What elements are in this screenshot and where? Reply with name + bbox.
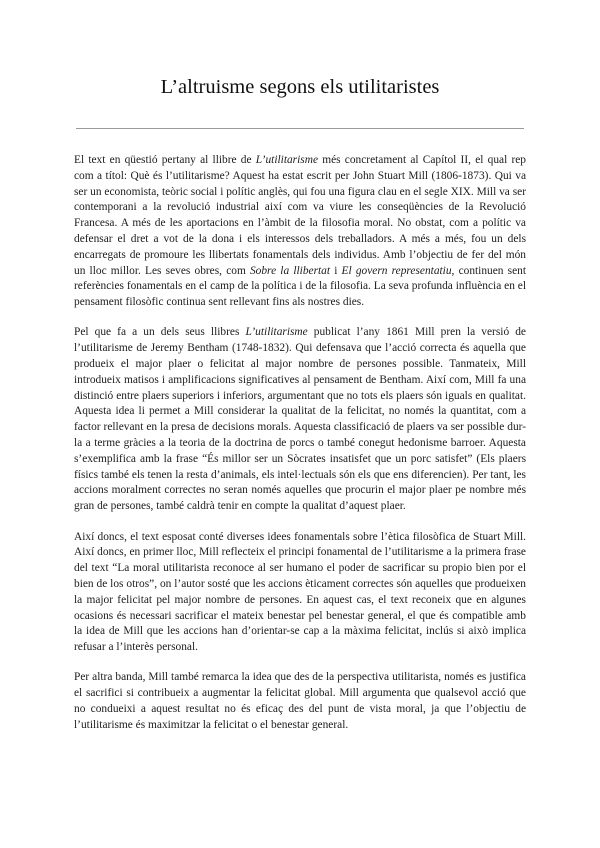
paragraph xyxy=(74,153,526,311)
paragraph xyxy=(74,670,526,733)
text-run: i xyxy=(330,264,342,277)
text-run: Pel que fa a un dels seus llibres xyxy=(74,326,246,339)
text-run: publicat l’any 1861 Mill pren la versió de l’utilitarisme de Jeremy Bentham (1748-1832). Qui defensava que l’acció correcta és aquella que produeix el major plaer o felicitat al major nombre de persones possible. Tanmateix, Mill introdueix matisos i amplificacions significatives al pensament de Bentham. Així com, Mill fa una distinció entre plaers superiors i inferiors, argumentant que no tots els plaers són iguals en qualitat. Aquesta idea li permet a Mill considerar la qualitat de la felicitat, no només la quantitat, com a factor rellevant en la presa de decisions morals. Aquesta classificació de plaers va ser possible dur-la a terme gràcies a la teoria de la doctrina de porcs o també conegut hedonisme barroer. Aquesta s’exemplifica amb la frase “És millor ser un Sòcrates insatisfet que un porc satisfet” (Els plaers físics també els tenen la resta d’animals, els intel·lectuals són els que ens diferencien). Per tant, les accions moralment correctes no seran només aquelles que procurin el major plaer pe nombre més gran de persones, també caldrà tenir en compte la qualitat d’aquest plaer. xyxy=(74,326,526,513)
paragraph xyxy=(74,530,526,656)
text-run: , continuen sent referències fonamentals en el camp de la política i de la filosofia. La seva profunda influència en el pensament filosòfic continua sent rellevant fins als nostres dies. xyxy=(74,264,526,309)
italic-text-run: L’utilitarisme xyxy=(245,326,308,339)
text-run: El text en qüestió pertany al llibre de xyxy=(74,154,256,166)
page-title: L’altruisme segons els utilitaristes xyxy=(160,76,440,98)
italic-text-run: El govern representatiu xyxy=(341,264,452,277)
italic-text-run: Sobre la llibertat xyxy=(249,264,331,277)
italic-text-run: L’utilitarisme xyxy=(255,154,318,166)
text-run: Així doncs, el text esposat conté diverses idees fonamentals sobre l’ètica filosòfica de Stuart Mill. Així doncs, en primer lloc, Mill reflecteix el principi fonamental de l’utilitarisme a la primera frase del text “La moral utilitarista reconoce al ser humano el poder de sacrificar su propio bien por el bien de los otros”, on l’autor sosté que les accions èticament correctes són aquelles que produeixen la major felicitat pel major nombre de persones. En aquest cas, el text reconeix que en algunes ocasions és necessari sacrificar el mateix benestar pel benestar general, el que és compatible amb la idea de Mill que les accions han d’orientar-se cap a la màxima felicitat, inclús si això implica refusar a l’interès personal. xyxy=(74,530,526,654)
paragraph xyxy=(74,325,526,515)
document-body xyxy=(74,153,526,748)
title-divider xyxy=(76,128,524,129)
text-run: més concretament al Capítol II, el qual rep com a títol: Què és l’utilitarisme? Aquest ha estat escrit per John Stuart Mill (1806-1873). Qui va ser un economista, teòric social i polític anglès, qui fou una figura clau en el segle XIX. Mill va ser contemporani a la revolució industrial així com va viure les conseqüències de la Revolució Francesa. A més de les aportacions en l’àmbit de la filosofia moral. No obstat, com a polític va defensar el dret a vot de la dona i els interessos dels treballadors. A més a més, fou un dels encarregats de promoure les llibertats fonamentals dels individus. Amb l’objectiu de fer del món un lloc millor. Les seves obres, com xyxy=(74,154,526,277)
text-run: Per altra banda, Mill també remarca la idea que des de la perspectiva utilitarista, només es justifica el sacrifici si contribueix a augmentar la felicitat global. Mill argumenta que qualsevol acció que no condueixi a aquest resultat no és eficaç des del punt de vista moral, ja que l’objectiu de l’utilitarisme és maximitzar la felicitat o el benestar general. xyxy=(74,671,526,731)
